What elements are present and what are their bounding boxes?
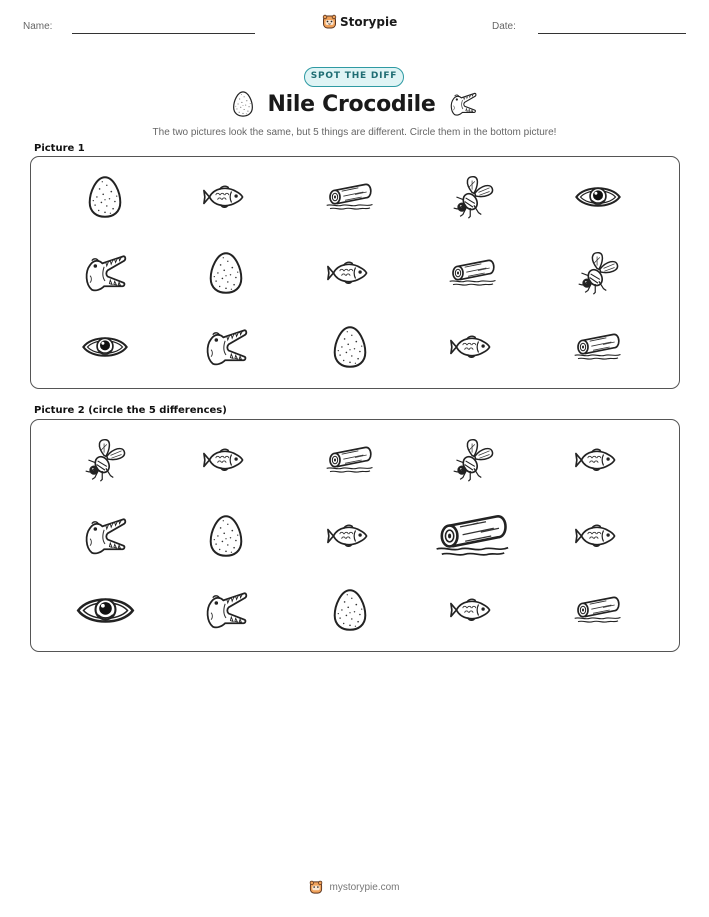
crocodile-icon [449,90,477,118]
grid-cell [208,250,244,296]
brand-name: Storypie [340,15,398,29]
grid-cell [83,251,127,295]
grid-cell[interactable] [83,514,127,558]
picture-1-panel [30,156,680,389]
grid-cell [325,181,375,213]
log-icon [573,594,623,626]
fish-icon [450,595,496,625]
fish-icon [575,445,621,475]
fly-icon [575,250,621,296]
picture-2-panel[interactable] [30,419,680,652]
egg-icon [332,587,368,633]
eye-icon [573,180,623,214]
grid-cell[interactable] [450,437,496,483]
grid-cell[interactable] [74,589,137,632]
grid-cell[interactable] [450,595,496,625]
grid-cell[interactable] [325,444,375,476]
grid-cell [575,250,621,296]
grid-cell[interactable] [434,511,512,561]
name-label: Name: [23,21,53,32]
fish-icon [203,445,249,475]
storypie-mascot-icon [322,14,337,30]
grid-cell[interactable] [208,513,244,559]
crocodile-icon [83,251,127,295]
egg-icon [232,90,254,118]
grid-cell[interactable] [203,445,249,475]
storypie-mascot-icon [309,880,323,895]
grid-cell[interactable] [573,594,623,626]
crocodile-icon [204,588,248,632]
log-icon [448,257,498,289]
grid-cell [332,324,368,370]
grid-cell[interactable] [204,588,248,632]
grid-cell[interactable] [575,445,621,475]
log-icon [325,444,375,476]
fish-icon [327,258,373,288]
grid-cell [87,174,123,220]
date-line[interactable] [538,33,686,34]
instructions: The two pictures look the same, but 5 things are different. Circle them in the bottom picture! [152,127,557,138]
eye-icon [80,330,130,364]
egg-icon [332,324,368,370]
fish-icon [450,332,496,362]
grid-cell[interactable] [332,587,368,633]
grid-cell[interactable] [82,437,128,483]
grid-cell [448,257,498,289]
grid-cell [203,182,249,212]
fly-icon [82,437,128,483]
spot-the-diff-badge: SPOT THE DIFF [304,67,404,87]
grid-cell [450,174,496,220]
fish-icon [575,521,621,551]
log-icon [573,331,623,363]
eye-icon [74,589,137,632]
date-label: Date: [492,21,516,32]
picture-1-label: Picture 1 [34,143,85,154]
grid-cell [573,180,623,214]
footer-url[interactable]: mystorypie.com [329,882,400,893]
crocodile-icon [83,514,127,558]
grid-cell [573,331,623,363]
egg-icon [208,513,244,559]
fish-icon [203,182,249,212]
name-line[interactable] [72,33,255,34]
grid-cell[interactable] [327,521,373,551]
egg-icon [87,174,123,220]
egg-icon [208,250,244,296]
log-icon [434,511,512,561]
fly-icon [450,437,496,483]
grid-cell [450,332,496,362]
log-icon [325,181,375,213]
title-row [0,90,709,118]
brand-logo [322,14,397,30]
grid-cell [204,325,248,369]
fish-icon [327,521,373,551]
grid-cell [327,258,373,288]
picture-2-label: Picture 2 (circle the 5 differences) [34,405,227,416]
page-title: Nile Crocodile [267,91,436,117]
footer [0,880,709,895]
crocodile-icon [204,325,248,369]
grid-cell [80,330,130,364]
grid-cell[interactable] [575,521,621,551]
fly-icon [450,174,496,220]
